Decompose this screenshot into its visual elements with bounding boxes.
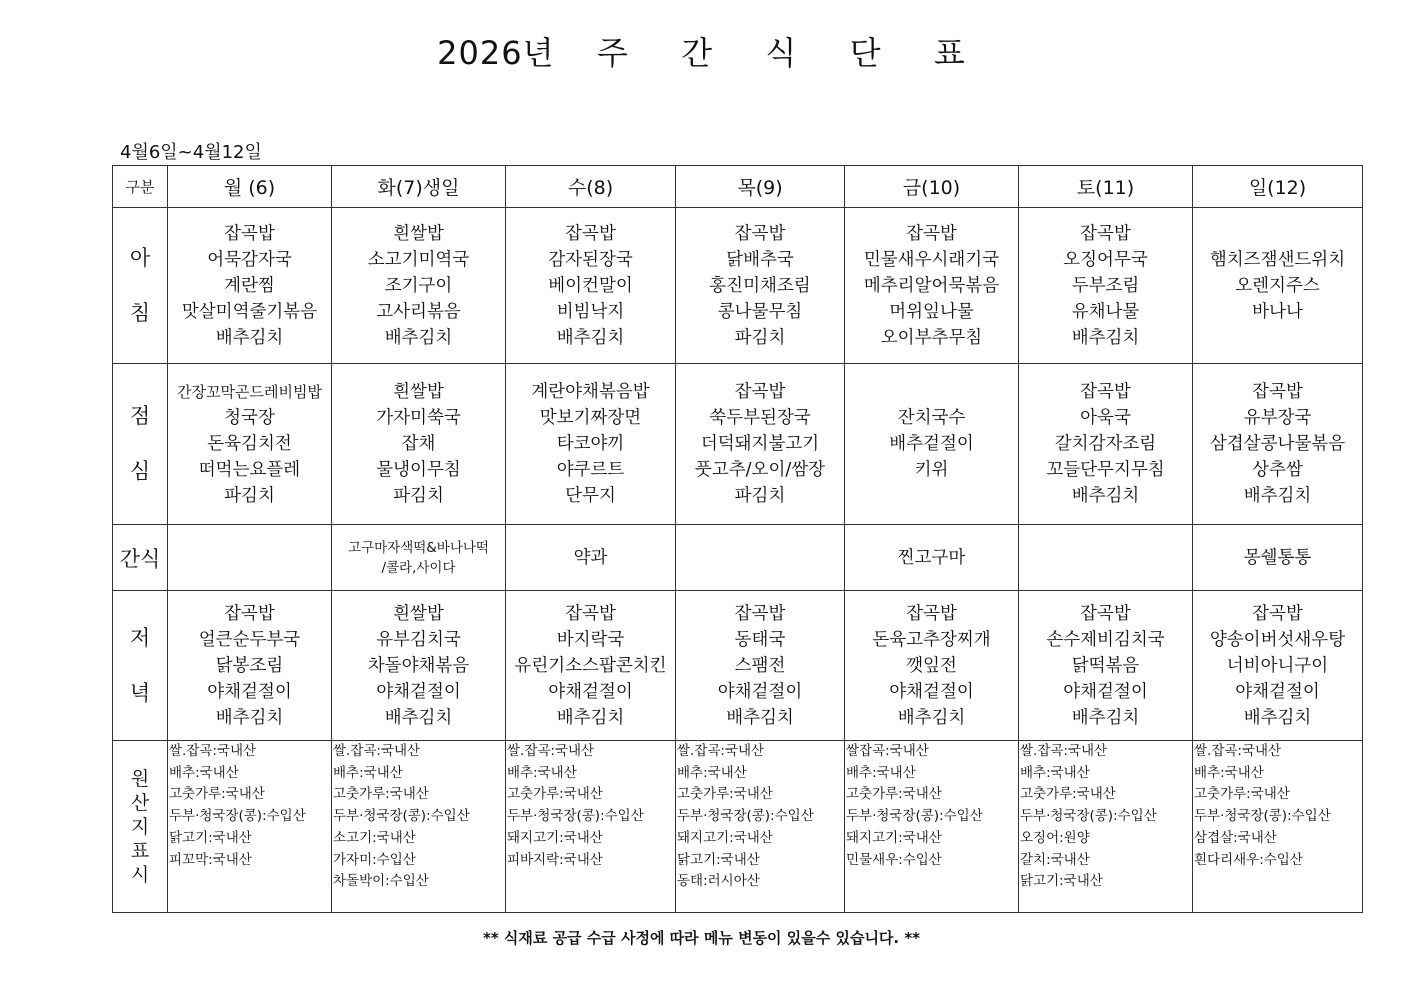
origin-item: 배추:국내산 (333, 764, 403, 781)
origin-item: 갈치:국내산 (1020, 851, 1090, 868)
menu-item: 계란야채볶음밥 (531, 382, 650, 402)
menu-item: 민물새우시래기국 (863, 249, 1000, 270)
menu-item: 몽쉘통통 (1243, 547, 1312, 568)
menu-item: 물냉이무침 (376, 460, 461, 480)
dinner-cell (506, 591, 676, 741)
dinner-cell (676, 591, 845, 741)
menu-item: 어묵감자국 (207, 249, 292, 270)
menu-item: 꼬들단무지무침 (1046, 460, 1165, 480)
menu-item: 흰쌀밥 (393, 382, 444, 402)
menu-item: 야채겉절이 (1235, 681, 1320, 702)
origin-item: 오징어:원양 (1020, 829, 1090, 846)
menu-item: 맛보기짜장면 (539, 408, 642, 428)
menu-item: 찐고구마 (897, 547, 966, 568)
menu-item: 닭봉조림 (215, 655, 284, 676)
origin-item: 돼지고기:국내산 (677, 829, 773, 846)
menu-item: 배추김치 (1071, 707, 1140, 728)
lunch-cell (1019, 364, 1193, 525)
menu-item: 배추겉절이 (889, 434, 974, 454)
menu-item: 파김치 (734, 327, 786, 348)
date-range: 4월6일~4월12일 (120, 142, 262, 163)
menu-item: 머위잎나물 (889, 301, 974, 322)
origin-item: 두부·청국장(콩):수입산 (1194, 808, 1331, 825)
menu-item: 조기구이 (384, 275, 453, 296)
menu-item: 계란찜 (224, 275, 275, 296)
dinner-cell (845, 591, 1019, 741)
dinner-label-char: 녁 (129, 680, 151, 705)
breakfast-label (113, 208, 168, 364)
origin-label-char: 산 (130, 791, 150, 814)
dinner-label (113, 591, 168, 741)
menu-item: 파김치 (224, 486, 275, 506)
origin-label (113, 741, 168, 913)
breakfast-cell (1019, 208, 1193, 364)
menu-item: 잡곡밥 (906, 603, 957, 624)
origin-item: 쌀.잡곡:국내산 (1020, 743, 1108, 759)
header-day: 금(10) (845, 166, 1019, 208)
header-day: 일(12) (1193, 166, 1363, 208)
origin-label-char: 표 (130, 839, 150, 862)
menu-item: 두부조림 (1071, 275, 1140, 296)
menu-item: 유부김치국 (376, 629, 461, 650)
menu-item: 오렌지주스 (1235, 275, 1320, 296)
snack-cell (1193, 525, 1363, 591)
menu-item: 잡곡밥 (1252, 603, 1303, 624)
menu-item: 떠먹는요플레 (198, 460, 301, 480)
menu-item: 단무지 (565, 486, 616, 506)
origin-item: 고춧가루:국내산 (507, 786, 603, 803)
menu-item: 깻잎전 (906, 655, 957, 676)
menu-item: 잔치국수 (897, 408, 966, 428)
menu-item: 야채겉절이 (717, 681, 803, 702)
origin-item: 쌀잡곡:국내산 (846, 743, 929, 759)
menu-item: 가자미쑥국 (376, 408, 461, 428)
lunch-row (113, 364, 1363, 525)
menu-item: 배추김치 (1243, 707, 1312, 728)
menu-item: 타코야끼 (556, 434, 625, 454)
title-char: 주 (596, 34, 629, 72)
origin-item: 삼겹살:국내산 (1194, 829, 1277, 846)
menu-item: 닭떡볶음 (1071, 655, 1140, 676)
title-char: 표 (933, 34, 966, 72)
origin-item: 흰다리새우:수입산 (1194, 851, 1303, 868)
menu-item: 메추리알어묵볶음 (863, 275, 1000, 296)
menu-item: 야쿠르트 (556, 460, 625, 480)
menu-item: 바나나 (1252, 301, 1303, 322)
snack-cell (1019, 525, 1193, 591)
header-gubun: 구분 (113, 166, 168, 208)
menu-item: 손수제비김치국 (1046, 629, 1165, 650)
menu-item: 유린기소스팝콘치킨 (514, 655, 667, 676)
header-day: 토(11) (1019, 166, 1193, 208)
menu-item: 고구마자색떡&바나나떡 (348, 539, 489, 556)
menu-item: 갈치감자조림 (1054, 434, 1157, 454)
menu-item: 비빔낙지 (556, 301, 625, 322)
menu-item: 아욱국 (1080, 408, 1131, 428)
origin-cell (1019, 741, 1193, 913)
menu-item: 배추김치 (384, 707, 453, 728)
menu-item: 닭배추국 (726, 249, 794, 270)
lunch-label-char: 심 (129, 459, 151, 483)
lunch-cell (1193, 364, 1363, 525)
menu-item: 야채겉절이 (548, 681, 633, 702)
lunch-cell (168, 364, 332, 525)
lunch-cell (506, 364, 676, 525)
origin-item: 두부·청국장(콩):수입산 (677, 808, 814, 825)
origin-item: 배추:국내산 (846, 764, 916, 781)
menu-item: 소고기미역국 (367, 249, 470, 270)
menu-item: 키위 (914, 460, 949, 480)
origin-item: 닭고기:국내산 (169, 829, 252, 846)
menu-item: 풋고추/오이/쌈장 (694, 460, 826, 480)
snack-cell (332, 525, 506, 591)
menu-item: 야채겉절이 (207, 681, 292, 702)
footnote: ** 식재료 공급 수급 사정에 따라 메뉴 변동이 있을수 있습니다. ** (482, 929, 921, 947)
origin-item: 배추:국내산 (1020, 764, 1090, 781)
origin-row (113, 741, 1363, 913)
origin-item: 배추:국내산 (677, 764, 747, 781)
menu-item: 잡곡밥 (734, 603, 786, 624)
menu-item: 배추김치 (1071, 486, 1140, 506)
menu-item: 배추김치 (556, 707, 625, 728)
origin-item: 쌀.잡곡:국내산 (333, 743, 421, 759)
menu-item: 홍진미채조림 (709, 275, 811, 296)
breakfast-cell (1193, 208, 1363, 364)
origin-item: 돼지고기:국내산 (507, 829, 603, 846)
origin-item: 두부·청국장(콩):수입산 (333, 808, 470, 825)
origin-item: 고춧가루:국내산 (846, 786, 942, 803)
menu-item: 잡채 (401, 434, 436, 454)
menu-item: 유부장국 (1243, 408, 1312, 428)
menu-item: 쑥두부된장국 (709, 408, 811, 428)
menu-item: 잡곡밥 (734, 223, 786, 244)
origin-item: 차돌박이:수입산 (333, 873, 429, 890)
origin-item: 가자미:수입산 (333, 851, 416, 868)
snack-label: 간식 (113, 525, 168, 591)
menu-item: 파김치 (734, 486, 786, 506)
menu-item: 잡곡밥 (1252, 382, 1303, 402)
dinner-cell (168, 591, 332, 741)
origin-label-char: 시 (130, 863, 150, 886)
origin-item: 소고기:국내산 (333, 829, 416, 846)
breakfast-cell (332, 208, 506, 364)
origin-item: 배추:국내산 (1194, 764, 1264, 781)
menu-item: 잡곡밥 (224, 603, 275, 624)
menu-item: 얼큰순두부국 (198, 629, 301, 650)
menu-item: 잡곡밥 (734, 382, 786, 402)
breakfast-cell (506, 208, 676, 364)
snack-cell (676, 525, 845, 591)
menu-item: 간장꼬막곤드레비빔밥 (177, 383, 322, 401)
origin-item: 고춧가루:국내산 (1194, 786, 1290, 803)
menu-item: 잡곡밥 (565, 223, 616, 244)
menu-item: 유채나물 (1071, 301, 1140, 322)
snack-row (113, 525, 1363, 591)
origin-item: 고춧가루:국내산 (169, 786, 265, 803)
menu-item: 야채겉절이 (889, 681, 974, 702)
menu-item: 콩나물무침 (717, 301, 803, 322)
breakfast-cell (168, 208, 332, 364)
menu-item: 잡곡밥 (224, 223, 275, 244)
title-char: 간 (681, 34, 714, 72)
header-day: 목(9) (676, 166, 845, 208)
origin-item: 고춧가루:국내산 (333, 786, 429, 803)
menu-item: 상추쌈 (1252, 460, 1303, 480)
menu-item: 배추김치 (897, 707, 966, 728)
menu-item: 배추김치 (556, 327, 625, 348)
menu-item: 차돌야채볶음 (367, 655, 470, 676)
menu-item: 너비아니구이 (1226, 655, 1329, 676)
menu-item: 잡곡밥 (906, 223, 957, 244)
menu-item: 스팸전 (734, 655, 786, 676)
lunch-label-char: 점 (129, 404, 151, 428)
dinner-cell (1019, 591, 1193, 741)
menu-item: 잡곡밥 (1080, 382, 1131, 402)
origin-item: 배추:국내산 (507, 764, 577, 781)
origin-item: 돼지고기:국내산 (846, 829, 942, 846)
origin-cell (845, 741, 1019, 913)
menu-item: /콜라,사이다 (381, 559, 456, 576)
dinner-row (113, 591, 1363, 741)
origin-item: 배추:국내산 (169, 764, 239, 781)
origin-item: 닭고기:국내산 (1020, 873, 1103, 890)
origin-item: 민물새우:수입산 (846, 851, 942, 868)
origin-item: 쌀.잡곡:국내산 (677, 743, 765, 759)
menu-item: 배추김치 (384, 327, 453, 348)
menu-item: 돈육고추장찌개 (872, 629, 991, 650)
menu-item: 잡곡밥 (1080, 223, 1131, 244)
lunch-label (113, 364, 168, 525)
header-day: 수(8) (506, 166, 676, 208)
origin-item: 피꼬막:국내산 (169, 851, 252, 868)
origin-item: 피바지락:국내산 (507, 851, 603, 868)
origin-label-char: 원 (130, 767, 150, 790)
origin-cell (676, 741, 845, 913)
snack-cell (168, 525, 332, 591)
dinner-cell (1193, 591, 1363, 741)
menu-item: 야채겉절이 (1063, 681, 1148, 702)
menu-item: 청국장 (224, 408, 275, 428)
origin-cell (332, 741, 506, 913)
menu-item: 삼겹살콩나물볶음 (1209, 434, 1346, 454)
origin-item: 쌀.잡곡:국내산 (169, 743, 257, 759)
origin-cell (1193, 741, 1363, 913)
origin-item: 쌀.잡곡:국내산 (507, 743, 595, 759)
snack-cell (506, 525, 676, 591)
dinner-cell (332, 591, 506, 741)
title-year: 2026년 (437, 34, 555, 72)
menu-item: 배추김치 (215, 327, 284, 348)
origin-label-char: 지 (130, 815, 150, 838)
menu-item: 흰쌀밥 (393, 223, 444, 244)
header-row (113, 166, 1363, 208)
title-char: 단 (849, 34, 882, 72)
menu-item: 고사리볶음 (376, 301, 461, 322)
menu-item: 야채겉절이 (376, 681, 461, 702)
origin-cell (168, 741, 332, 913)
menu-item: 동태국 (734, 629, 786, 650)
menu-item: 잡곡밥 (565, 603, 616, 624)
menu-item: 맛살미역줄기볶음 (181, 301, 318, 322)
origin-item: 두부·청국장(콩):수입산 (846, 808, 983, 825)
menu-item: 햄치즈잼샌드위치 (1209, 249, 1346, 270)
breakfast-row (113, 208, 1363, 364)
lunch-cell (332, 364, 506, 525)
page-title (0, 28, 1403, 74)
menu-item: 배추김치 (726, 707, 794, 728)
breakfast-cell (676, 208, 845, 364)
menu-item: 양송이버섯새우탕 (1209, 629, 1346, 650)
origin-item: 동태:러시아산 (677, 873, 760, 890)
snack-cell (845, 525, 1019, 591)
menu-item: 배추김치 (215, 707, 284, 728)
breakfast-label-char: 아 (129, 245, 151, 270)
menu-item: 오징어무국 (1063, 249, 1148, 270)
title-char: 식 (765, 34, 798, 72)
menu-item: 더덕돼지불고기 (700, 434, 820, 454)
menu-item: 흰쌀밥 (393, 603, 444, 624)
menu-item: 배추김치 (1071, 327, 1140, 348)
header-day: 월 (6) (168, 166, 332, 208)
breakfast-label-char: 침 (129, 300, 151, 325)
origin-item: 닭고기:국내산 (677, 851, 760, 868)
origin-item: 고춧가루:국내산 (677, 786, 773, 803)
origin-item: 고춧가루:국내산 (1020, 786, 1116, 803)
menu-item: 배추김치 (1243, 486, 1312, 506)
header-day: 화(7)생일 (332, 166, 506, 208)
origin-item: 두부·청국장(콩):수입산 (507, 808, 644, 825)
lunch-cell (845, 364, 1019, 525)
origin-item: 쌀.잡곡:국내산 (1194, 743, 1282, 759)
menu-item: 베이컨말이 (548, 275, 633, 296)
menu-item: 파김치 (393, 486, 444, 506)
origin-item: 두부·청국장(콩):수입산 (169, 808, 306, 825)
menu-item: 바지락국 (556, 629, 625, 650)
menu-item: 감자된장국 (548, 249, 633, 270)
menu-item: 약과 (573, 547, 608, 568)
menu-item: 잡곡밥 (1080, 603, 1131, 624)
menu-item: 오이부추무침 (880, 327, 983, 348)
lunch-cell (676, 364, 845, 525)
origin-cell (506, 741, 676, 913)
origin-item: 두부·청국장(콩):수입산 (1020, 808, 1157, 825)
dinner-label-char: 저 (129, 625, 151, 650)
menu-item: 돈육김치전 (207, 434, 292, 454)
weekly-menu-table (112, 165, 1363, 913)
breakfast-cell (845, 208, 1019, 364)
